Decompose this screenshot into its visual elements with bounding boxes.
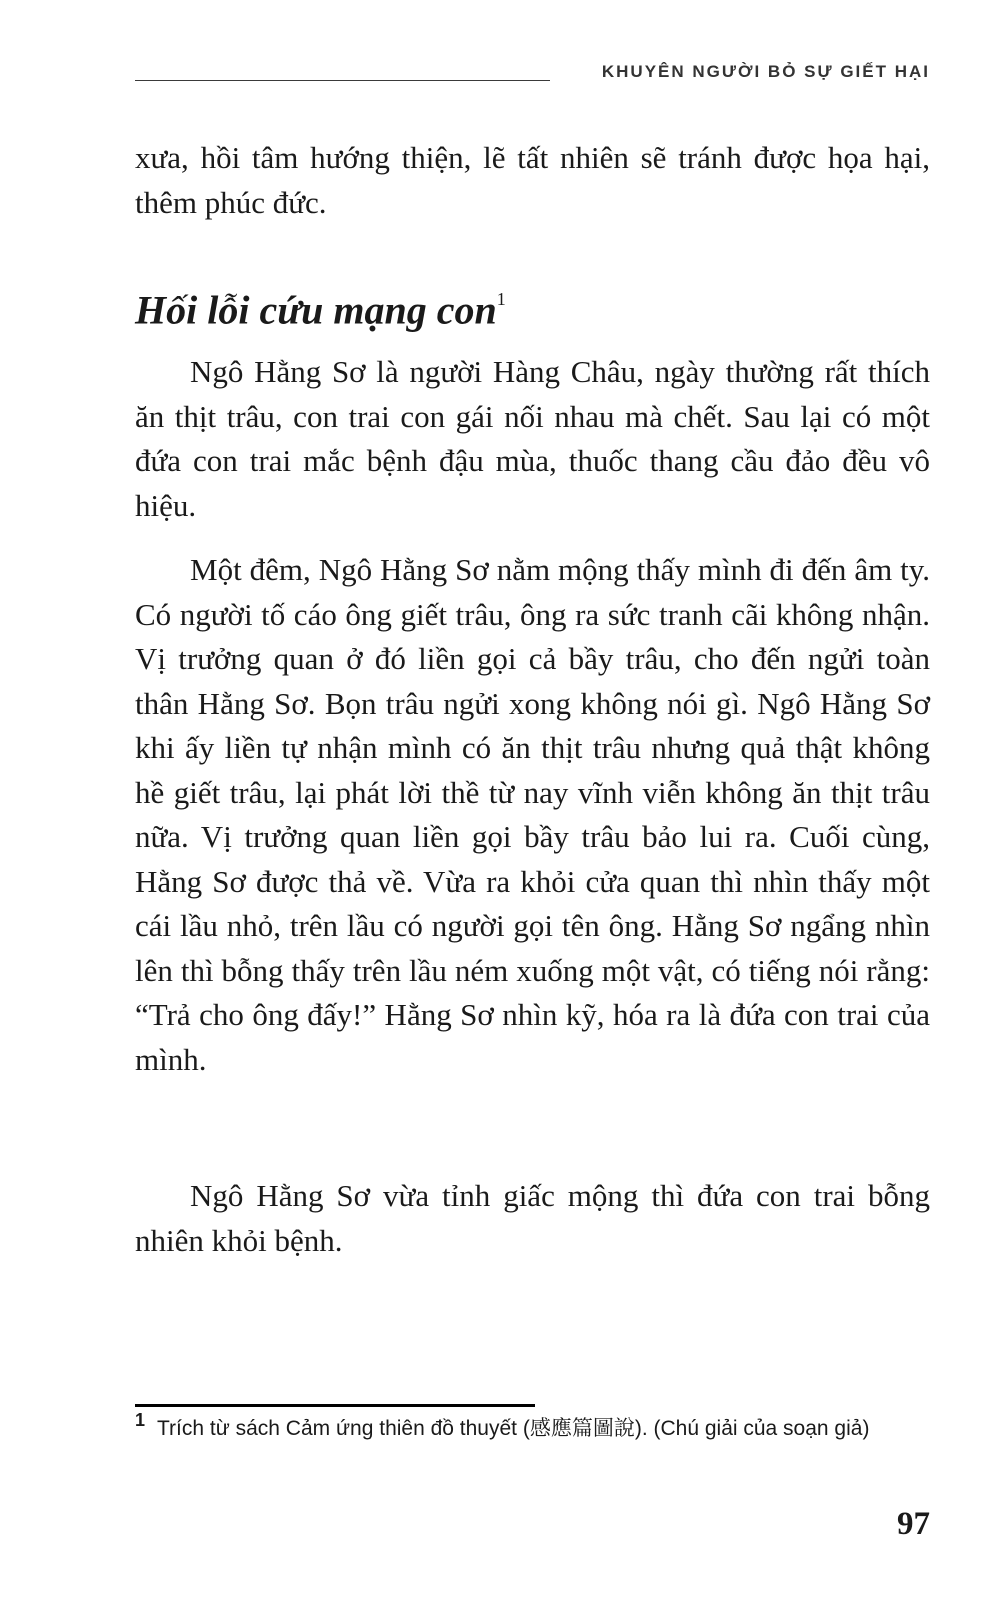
header-rule bbox=[135, 80, 550, 81]
footnote-reference: 1 bbox=[496, 289, 506, 309]
section-title-text: Hối lỗi cứu mạng con bbox=[135, 287, 497, 333]
page-number: 97 bbox=[897, 1506, 930, 1542]
footnote-marker: 1 bbox=[135, 1410, 146, 1430]
footnote bbox=[135, 1410, 930, 1444]
running-header: KHUYÊN NGƯỜI BỎ SỰ GIẾT HẠI bbox=[601, 62, 930, 81]
footnote-separator bbox=[135, 1404, 535, 1407]
section-title bbox=[135, 278, 930, 335]
continued-paragraph: xưa, hồi tâm hướng thiện, lẽ tất nhiên sẽ tránh được họa hại, thêm phúc đức. bbox=[135, 140, 930, 220]
paragraph: Ngô Hằng Sơ vừa tỉnh giấc mộng thì đứa con trai bỗng nhiên khỏi bệnh. bbox=[135, 1178, 930, 1258]
footnote-text: Trích từ sách Cảm ứng thiên đồ thuyết (感應篇圖說). (Chú giải của soạn giả) bbox=[157, 1417, 870, 1440]
paragraph: Một đêm, Ngô Hằng Sơ nằm mộng thấy mình đi đến âm ty. Có người tố cáo ông giết trâu, ông ra sức tranh cãi không nhận. Vị trưởng quan ở đó liền gọi cả bầy trâu, cho đến ngửi toàn thân Hằng Sơ. Bọn trâu ngửi xong không nói gì. Ngô Hằng Sơ khi ấy liền tự nhận mình có ăn thịt trâu nhưng quả thật không hề giết trâu, lại phát lời thề từ nay vĩnh viễn không ăn thịt trâu nữa. Vị trưởng quan liền gọi bầy trâu bảo lui ra. Cuối cùng, Hằng Sơ được thả về. Vừa ra khỏi cửa quan thì nhìn thấy một cái lầu nhỏ, trên lầu có người gọi tên ông. Hằng Sơ ngẩng nhìn lên thì bỗng thấy trên lầu ném xuống một vật, có tiếng nói rằng: “Trả cho ông đấy!” Hằng Sơ nhìn kỹ, hóa ra là đứa con trai của mình. bbox=[135, 552, 930, 1077]
paragraph: Ngô Hằng Sơ là người Hàng Châu, ngày thường rất thích ăn thịt trâu, con trai con gái nối nhau mà chết. Sau lại có một đứa con trai mắc bệnh đậu mùa, thuốc thang cầu đảo đều vô hiệu. bbox=[135, 354, 930, 523]
